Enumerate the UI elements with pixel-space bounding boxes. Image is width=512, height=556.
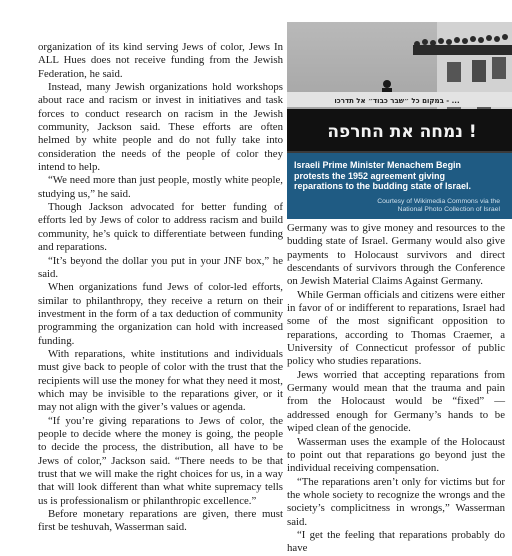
paragraph: Jews worried that accepting reparations from Germany would mean that the trauma and pain from the Holocaust would be “fixed” — addressed enough for Germany’s hands to be wiped clean of the genocide. xyxy=(287,368,505,435)
photo-caption xyxy=(294,160,504,192)
credit-line: National Photo Collection of Israel xyxy=(397,206,500,214)
paragraph: With reparations, white institutions and individuals must give back to people of color with the trust that the recipients will use the money for what they need it most, which may be invisible to the reparations giver, or it may not align with the giver’s values or agenda. xyxy=(38,347,283,414)
historical-photo xyxy=(287,22,512,219)
paragraph: organization of its kind serving Jews of color, Jews In ALL Hues does not receive funding from the Jewish Federation, he said. xyxy=(38,41,283,80)
protest-banner-text: נמחה את החרפה ! xyxy=(327,122,477,142)
caption-line: protests the 1952 agreement giving xyxy=(294,170,446,181)
paragraph: “It’s beyond the dollar you put in your JNF box,” he said. xyxy=(38,254,283,280)
paragraph: When organizations fund Jews of color-led efforts, similar to philanthropy, they receive a return on their investment in the form of a tax deduction of community programming the organization can hold with increased funding. xyxy=(38,281,283,347)
left-column xyxy=(38,41,283,535)
paragraph: While German officials and citizens were either in favor of or indifferent to reparations, Israel had some of the most significant opposition to reparations, according to Thomas Craemer, a University of Connecticut professor of public policy who studies reparations. xyxy=(287,288,505,368)
photo-credit xyxy=(300,198,500,215)
paragraph: Germany was to give money and resources to the budding state of Israel. Germany would also give payments to Holocaust survivors and direct descendants of survivors through the Conference on Jewish Material Claims Against Germany. xyxy=(287,222,505,288)
paragraph: “The reparations aren’t only for victims but for the whole society to recognize the wrongs and the society’s complicitness in wrongs,” Wasserman said. xyxy=(287,475,505,528)
upper-banner-text: במקום כל ״שבר כבוד״ אל תדרכו - ... xyxy=(334,97,460,105)
paragraph: Instead, many Jewish organizations hold workshops about race and racism or invest in initiatives and task forces to conduct research on racism in the Jewish community, Jackson said. These efforts are often helmed by white people and do not fully take into consideration the needs of the people of color they intend to help. xyxy=(38,81,283,174)
credit-line: Courtesy of Wikimedia Commons via the xyxy=(377,198,500,205)
paragraph: “If you’re giving reparations to Jews of color, the people to decide where the money is going, the people to decide the process, the distribution, all have to be Jews of color,” Jackson said. “There needs to be that trust that we will make the right choices for us, in a way that will look different than what white supremacy tells us is professionalism or philanthropic excellence.” xyxy=(38,414,283,507)
paragraph: “I get the feeling that reparations probably do have xyxy=(287,528,505,555)
caption-line: Israeli Prime Minister Menachem Begin xyxy=(294,160,462,170)
right-column xyxy=(287,222,505,556)
paragraph: “We need more than just people, mostly white people, studying us,” he said. xyxy=(38,174,283,200)
caption-line: reparations to the budding state of Israel. xyxy=(294,181,472,192)
paragraph: Before monetary reparations are given, there must first be teshuvah, Wasserman said. xyxy=(38,508,283,534)
paragraph: Wasserman uses the example of the Holocaust to point out that reparations go beyond just the individual receiving compensation. xyxy=(287,435,505,475)
paragraph: Though Jackson advocated for better funding of efforts led by Jews of color to address racism and build community, he’s quick to differentiate between funding and reparations. xyxy=(38,201,283,254)
